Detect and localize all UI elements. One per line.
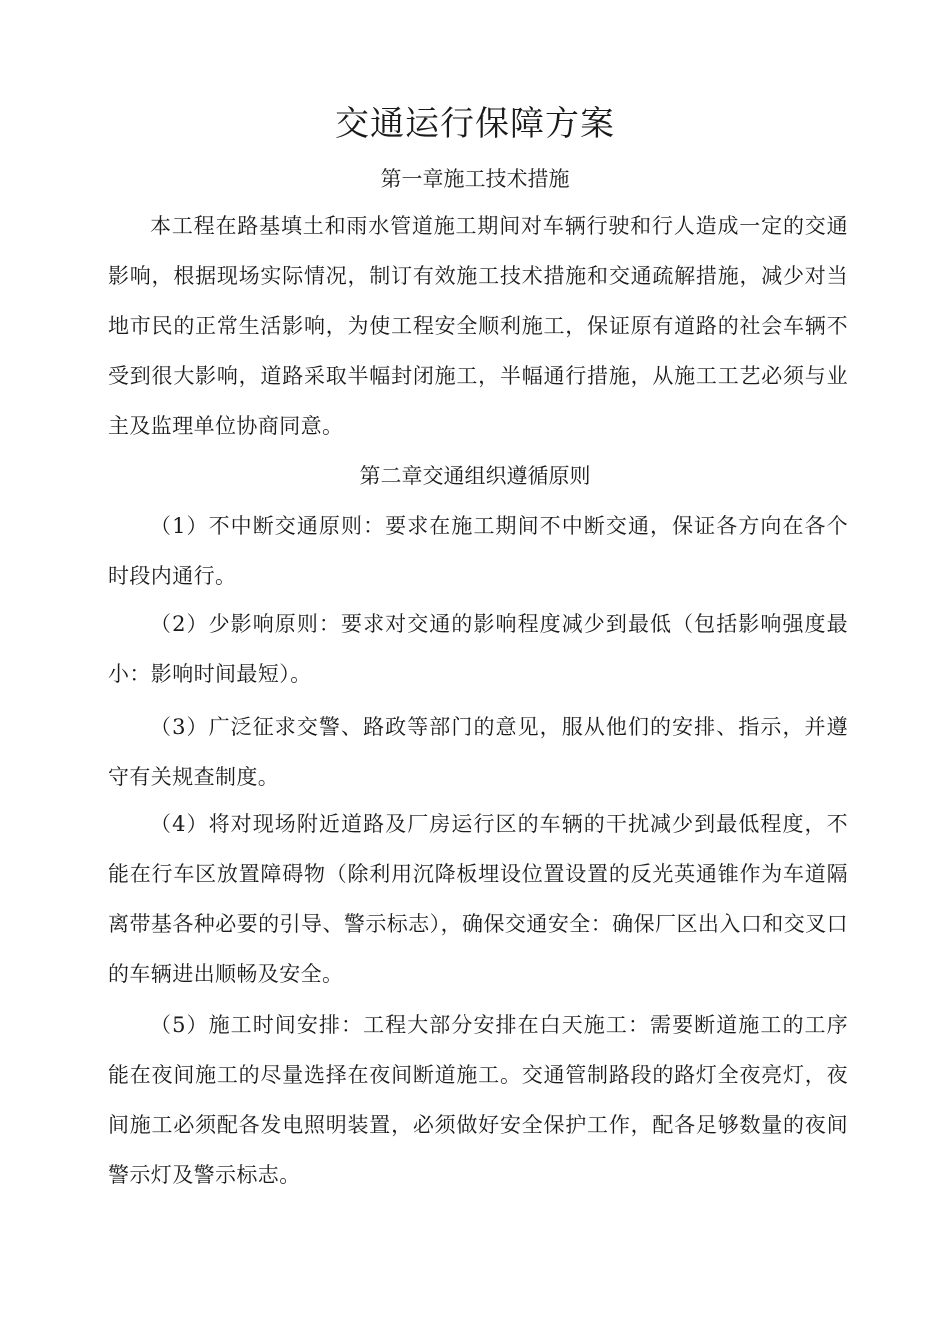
document-title: 交通运行保障方案: [335, 104, 615, 144]
principle-item-5: （5）施工时间安排：工程大部分安排在白天施工：需要断道施工的工序能在夜间施工的尽量选择在夜间断道施工。交通管制路段的路灯全夜亮灯，夜间施工必须配各发电照明装置，必须做好安全保护工作，配各足够数量的夜间警示灯及警示标志。: [108, 1013, 848, 1187]
chapter-1-heading: 第一章施工技术措施: [380, 167, 570, 191]
principle-item-3: （3）广泛征求交警、路政等部门的意见，服从他们的安排、指示，并遵守有关规查制度。: [108, 715, 848, 789]
principle-item-4: （4）将对现场附近道路及厂房运行区的车辆的干扰减少到最低程度，不能在行车区放置障碍物（除利用沉降板埋设位置设置的反光英通锥作为车道隔离带基各种必要的引导、警示标志），确保交通安全：确保厂区出入口和交叉口的车辆进出顺畅及安全。: [108, 812, 848, 986]
chapter-2-heading: 第二章交通组织遵循原则: [359, 464, 591, 488]
principle-item-1: （1）不中断交通原则：要求在施工期间不中断交通，保证各方向在各个时段内通行。: [108, 514, 848, 588]
principle-item-2: （2）少影响原则：要求对交通的影响程度减少到最低（包括影响强度最小：影响时间最短）。: [108, 612, 848, 686]
chapter-1-body: 本工程在路基填土和雨水管道施工期间对车辆行驶和行人造成一定的交通影响，根据现场实际情况，制订有效施工技术措施和交通疏解措施，减少对当地市民的正常生活影响，为使工程安全顺利施工，保证原有道路的社会车辆不受到很大影响，道路采取半幅封闭施工，半幅通行措施，从施工工艺必须与业主及监理单位协商同意。: [108, 214, 848, 438]
